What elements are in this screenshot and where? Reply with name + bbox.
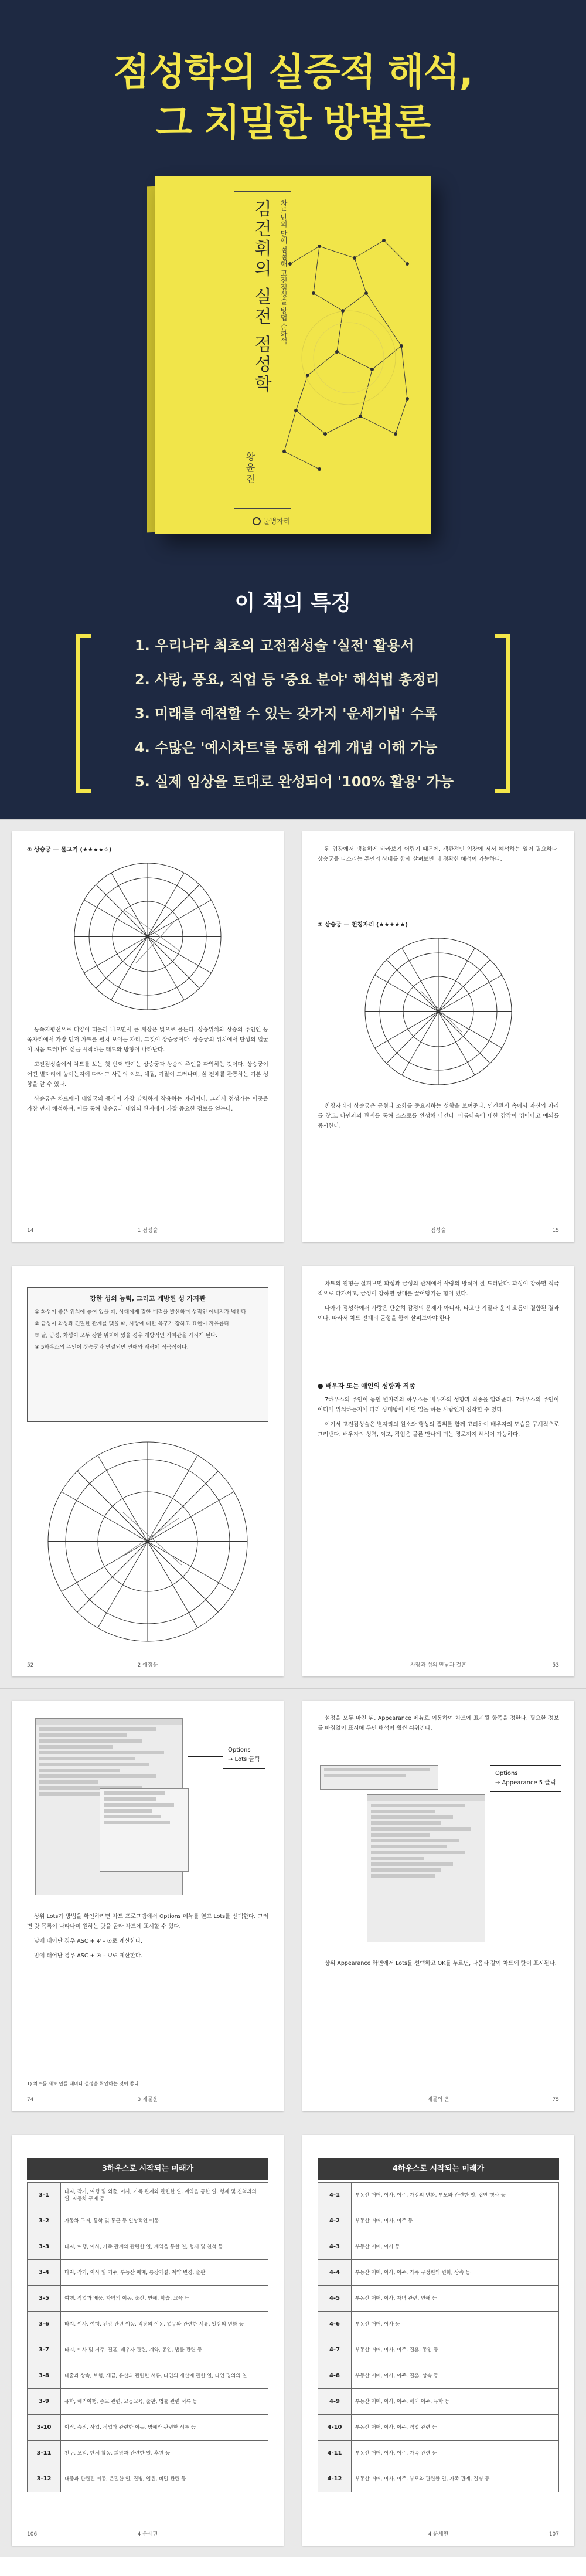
- info-box-line: ② 금성이 화성과 긴밀한 관계를 맺을 때, 사랑에 대한 욕구가 강하고 표현이 자유롭다.: [35, 1321, 231, 1327]
- row-key: 4-10: [318, 2415, 352, 2441]
- paragraph: 상승궁은 차트에서 태양궁의 중심이 가장 강력하게 작용하는 자리이다. 그래서 점성가는 이곳을 가장 먼저 해석하며, 이를 통해 상승궁과 태양의 관계에서 가장 중요한 정보를 얻는다.: [27, 1096, 268, 1112]
- table-title: 4하우스로 시작되는 미래가: [318, 2158, 559, 2180]
- row-key: 4-4: [318, 2260, 352, 2286]
- row-key: 4-6: [318, 2312, 352, 2337]
- row-key: 3-9: [28, 2389, 61, 2415]
- paragraph: 밤에 태어난 경우 ASC + ☉ – Ψ로 계산한다.: [34, 1953, 143, 1959]
- info-box-line: ④ 5하우스의 주인이 상승궁과 연결되면 연애와 쾌락에 적극적이다.: [35, 1345, 189, 1350]
- page-74: [12, 1701, 284, 2111]
- feature-item: 1. 우리나라 최초의 고전점성술 '실전' 활용서: [135, 637, 414, 654]
- book-title: 김건휘의 실전 점성학: [251, 199, 271, 395]
- row-text: 부동산 매매, 이사, 이주, 직업 관련 등: [352, 2415, 559, 2441]
- feature-item: 5. 실제 임상을 토대로 완성되어 '100% 활용' 가능: [135, 773, 454, 790]
- section-heading: ● 배우자 또는 애인의 성향과 직종: [318, 1382, 415, 1390]
- row-key: 3-11: [28, 2441, 61, 2466]
- paragraph: 차트의 원형을 살펴보면 화성과 금성의 관계에서 사랑의 방식이 잘 드러난다. 화성이 강하면 적극적으로 다가서고, 금성이 강하면 상대를 끌어당기는 힘이 있다.: [318, 1281, 559, 1297]
- body-text: [27, 1025, 268, 1119]
- callout-box: [490, 1765, 561, 1792]
- paragraph: 된 입장에서 냉철하게 바라보기 어렵기 때문에, 객관적인 입장에 서서 해석하는 일이 필요하다. 상승궁을 다스리는 주인의 상태를 함께 살펴보면 더 정확한 해석이 가능하다.: [318, 846, 559, 863]
- row-text: 타지, 작가, 여행 및 외출, 이사, 가족 관계와 관련한 일, 계약을 통한 일, 형제 및 친척과의 일, 자동차 구매 등: [61, 2183, 268, 2208]
- page-spread-1: [0, 819, 586, 1254]
- row-text: 유학, 해외여행, 종교 관련, 고등교육, 출판, 법률 관련 서류 등: [61, 2389, 268, 2415]
- row-text: 부동산 매매, 이사 등: [352, 2234, 559, 2260]
- features-list: [135, 629, 463, 799]
- bracket-right-decoration: [495, 634, 510, 793]
- info-box-title: 강한 성의 능력, 그리고 개방된 성 가지관: [90, 1295, 206, 1302]
- row-text: 친구, 모임, 단체 활동, 희망과 관련한 일, 후원 등: [61, 2441, 268, 2466]
- running-head: 재물의 운: [427, 2097, 449, 2103]
- table-row: [28, 2234, 268, 2260]
- page-spread-4: [0, 2123, 586, 2557]
- page-spread-2: [0, 1254, 586, 1688]
- book-cover-image: [155, 176, 431, 534]
- table-row: [318, 2337, 559, 2363]
- running-head: 사랑과 성의 만남과 결혼: [410, 1662, 466, 1668]
- row-key: 3-12: [28, 2466, 61, 2492]
- appearance-dialog: [367, 1794, 485, 1942]
- table-row: [318, 2466, 559, 2492]
- page-52: [12, 1266, 284, 1676]
- row-text: 타지, 이사 및 거주, 결혼, 배우자 관련, 계약, 동업, 법률 관련 등: [61, 2337, 268, 2363]
- constellation-illustration: [272, 223, 425, 481]
- callout-text: → Lots 클릭: [228, 1756, 260, 1763]
- hero-section: [0, 0, 586, 819]
- paragraph: 7하우스의 주인이 놓인 별자리와 하우스는 배우자의 성향과 직종을 알려준다. 7하우스의 주인이 어디에 위치하는지에 따라 상대방이 어떤 일을 하는 사람인지 짐작할 수 있다.: [318, 1397, 559, 1413]
- callout-title: Options: [228, 1747, 251, 1753]
- window-titlebar: [36, 1719, 182, 1725]
- forecast-table: [318, 2182, 559, 2492]
- page-number: 53: [552, 1662, 559, 1668]
- paragraph: 상위 Lots가 방법을 확인하려면 차트 프로그램에서 Options 메뉴를 열고 Lots를 선택한다. 그러면 랏 목록이 나타나며 원하는 랏을 골라 차트에 표시할 수 있다.: [27, 1913, 268, 1930]
- page-number: 14: [27, 1228, 34, 1234]
- paragraph: 여기서 고전점성술은 별자리의 원소와 행성의 품위를 함께 고려하여 배우자의 모습을 구체적으로 그려낸다. 배우자의 성격, 외모, 직업은 물론 만나게 되는 경로까지 해석이 가능하다.: [318, 1421, 559, 1438]
- row-text: 부동산 매매, 이사, 이주 등: [352, 2208, 559, 2234]
- row-key: 3-7: [28, 2337, 61, 2363]
- row-key: 4-5: [318, 2286, 352, 2312]
- page-14: [12, 831, 284, 1242]
- window-titlebar: [367, 1795, 485, 1801]
- row-key: 4-7: [318, 2337, 352, 2363]
- paragraph: 낮에 태어난 경우 ASC + Ψ – ☉로 계산한다.: [34, 1938, 143, 1944]
- table-title: 3하우스로 시작되는 미래가: [27, 2158, 268, 2180]
- row-text: 대출과 상속, 보험, 세금, 유산과 관련한 서류, 타인의 재산에 관한 일, 타인 명의의 일: [61, 2363, 268, 2389]
- row-text: 부동산 매매, 이사, 이주, 결혼, 동업 등: [352, 2337, 559, 2363]
- book-subtitle: 차트만의 만에 점점해 고전점성술 방법 순화석: [280, 199, 288, 345]
- section-heading: ① 상승궁 — 물고기 (★★★★☆): [27, 847, 112, 853]
- row-text: 부동산 매매, 이사, 이주, 가정의 변화, 부모와 관련한 일, 집안 행사 등: [352, 2183, 559, 2208]
- body-text: [318, 1713, 559, 1738]
- hero-title-line1: 점성학의 실증적 해석,: [113, 51, 473, 94]
- paragraph: 고전점성술에서 차트를 보는 첫 번째 단계는 상승궁과 상승의 주인을 파악하는 것이다. 상승궁이 어떤 별자리에 놓이는지에 따라 그 사람의 외모, 체질, 기질이 드러나며, 삶 전체를 관통하는 기본 성향을 알 수 있다.: [27, 1061, 268, 1088]
- paragraph: 나아가 점성학에서 사랑은 단순히 감정의 문제가 아니라, 타고난 기질과 운의 흐름이 결합된 결과이다. 따라서 차트 전체의 균형을 함께 살펴보아야 한다.: [318, 1305, 559, 1322]
- page-15: [302, 831, 574, 1242]
- info-box-line: ③ 달, 금성, 화성이 모두 강한 위치에 있을 경우 개방적인 가치관을 가지게 된다.: [35, 1333, 217, 1339]
- page-106: [12, 2135, 284, 2546]
- page-number: 106: [27, 2531, 38, 2537]
- row-text: 타지, 여행, 이사, 가족 관계와 관련한 일, 계약을 통한 일, 형제 및 친척 등: [61, 2234, 268, 2260]
- page-107: [302, 2135, 574, 2546]
- running-head: 4 운세편: [137, 2531, 158, 2537]
- callout-title: Options: [495, 1770, 518, 1777]
- paragraph: 설정을 모두 마친 뒤, Appearance 메뉴로 이동하여 차트에 표시될 항목을 정한다. 필요한 정보를 빠짐없이 표시해 두면 해석이 훨씬 쉬워진다.: [318, 1715, 559, 1732]
- callout-arrow: [188, 1756, 223, 1757]
- table-row: [28, 2337, 268, 2363]
- page-number: 52: [27, 1662, 34, 1668]
- row-key: 4-8: [318, 2363, 352, 2389]
- table-row: [318, 2415, 559, 2441]
- row-text: 대중과 관련된 이동, 은밀한 일, 질병, 입원, 비밀 관련 등: [61, 2466, 268, 2492]
- software-menubar: [320, 1765, 438, 1790]
- row-key: 3-10: [28, 2415, 61, 2441]
- page-number: 75: [552, 2097, 559, 2103]
- body-text: [318, 1395, 559, 1444]
- callout-box: [223, 1742, 265, 1769]
- row-text: 부동산 매매, 이사, 이주, 가족 구성원의 변화, 상속 등: [352, 2260, 559, 2286]
- row-key: 4-12: [318, 2466, 352, 2492]
- publisher-logo-icon: [253, 517, 261, 525]
- row-key: 3-6: [28, 2312, 61, 2337]
- feature-item: 3. 미래를 예견할 수 있는 갖가지 '운세기법' 수록: [135, 705, 438, 722]
- body-text: [318, 1959, 559, 1973]
- row-key: 4-9: [318, 2389, 352, 2415]
- page-number: 15: [552, 1228, 559, 1234]
- table-row: [28, 2286, 268, 2312]
- page-number: 74: [27, 2097, 34, 2103]
- body-text: [318, 844, 559, 869]
- book-publisher: [253, 516, 290, 526]
- row-key: 4-3: [318, 2234, 352, 2260]
- info-box: [27, 1287, 268, 1422]
- feature-item: 4. 수많은 '예시차트'를 통해 쉽게 개념 이해 가능: [135, 739, 438, 756]
- row-text: 이직, 승진, 사업, 직업과 관련한 이동, 명예와 관련한 서류 등: [61, 2415, 268, 2441]
- body-text: [27, 1912, 268, 1966]
- row-key: 4-11: [318, 2441, 352, 2466]
- table-row: [28, 2260, 268, 2286]
- table-row: [318, 2286, 559, 2312]
- table-row: [318, 2183, 559, 2208]
- row-text: 여행, 작업과 배움, 자녀의 이동, 출산, 연애, 학습, 교육 등: [61, 2286, 268, 2312]
- feature-item: 2. 사랑, 풍요, 직업 등 '중요 분야' 해석법 총정리: [135, 671, 440, 688]
- paragraph: 상위 Appearance 화면에서 Lots를 선택하고 OK를 누르면, 다음과 같이 차트에 랏이 표시된다.: [325, 1960, 557, 1967]
- row-key: 4-2: [318, 2208, 352, 2234]
- body-text: [318, 1101, 559, 1136]
- body-text: [318, 1279, 559, 1328]
- page-spread-3: [0, 1688, 586, 2123]
- table-row: [318, 2208, 559, 2234]
- table-row: [318, 2234, 559, 2260]
- running-head: 4 운세편: [428, 2531, 449, 2537]
- table-row: [318, 2260, 559, 2286]
- row-key: 4-1: [318, 2183, 352, 2208]
- table-row: [28, 2183, 268, 2208]
- row-text: 부동산 매매, 이사, 이주, 결혼, 상속 등: [352, 2363, 559, 2389]
- section-heading: ② 상승궁 — 천칭자리 (★★★★★): [318, 922, 408, 928]
- table-row: [28, 2312, 268, 2337]
- page-number: 107: [548, 2531, 559, 2537]
- table-row: [28, 2389, 268, 2415]
- table-row: [28, 2466, 268, 2492]
- row-key: 3-4: [28, 2260, 61, 2286]
- row-text: 자동차 구매, 통학 및 통근 등 일상적인 이동: [61, 2208, 268, 2234]
- table-row: [28, 2415, 268, 2441]
- row-text: 부동산 매매, 이사, 자녀 관련, 연애 등: [352, 2286, 559, 2312]
- book-cover: [155, 176, 431, 534]
- horoscope-chart-wheel: [339, 932, 538, 1091]
- forecast-table: [27, 2182, 268, 2492]
- row-text: 부동산 매매, 이사, 이주, 해외 이주, 유학 등: [352, 2389, 559, 2415]
- running-head: 1 점성술: [137, 1228, 158, 1234]
- row-key: 3-1: [28, 2183, 61, 2208]
- table-row: [318, 2441, 559, 2466]
- footnote: 1) 차트를 새로 만들 때마다 설정을 확인하는 것이 좋다.: [27, 2076, 268, 2089]
- row-text: 부동산 매매, 이사 등: [352, 2312, 559, 2337]
- page-53: [302, 1266, 574, 1676]
- table-row: [28, 2363, 268, 2389]
- horoscope-chart-wheel: [41, 1436, 254, 1647]
- running-head: 점성술: [430, 1228, 447, 1234]
- hero-title-line2: 그 치밀한 방법론: [155, 101, 431, 145]
- table-row: [318, 2312, 559, 2337]
- row-key: 3-8: [28, 2363, 61, 2389]
- publisher-name: 물병자리: [263, 517, 291, 525]
- software-dropdown-menu: [100, 1788, 189, 1872]
- row-text: 부동산 매매, 이사, 이주, 부모와 관련한 일, 가족 관계, 질병 등: [352, 2466, 559, 2492]
- row-text: 타지, 이사, 여행, 건강 관련 이동, 직장의 이동, 업무와 관련한 서류, 일상의 변화 등: [61, 2312, 268, 2337]
- table-row: [318, 2363, 559, 2389]
- table-row: [318, 2389, 559, 2415]
- horoscope-chart-wheel: [48, 857, 247, 1016]
- table-row: [28, 2441, 268, 2466]
- row-key: 3-5: [28, 2286, 61, 2312]
- row-key: 3-2: [28, 2208, 61, 2234]
- page-75: [302, 1701, 574, 2111]
- paragraph: 동쪽지평선으로 태양이 떠올라 나오면서 큰 세상은 빛으로 물든다. 상승위치와 상승의 주인인 동쪽자리에서 가장 먼저 차트를 펼쳐 보이는 자리, 그것이 상승궁이다. 상승궁의 위치에서 탄생의 얼굴이 처음 드러나며 삶을 시작하는 태도와 방향이 나타난다.: [27, 1027, 268, 1053]
- row-text: 부동산 매매, 이사, 이주, 가족 관련 등: [352, 2441, 559, 2466]
- bracket-left-decoration: [76, 634, 91, 793]
- info-box-line: ① 화성이 좋은 위치에 놓여 있을 때, 상대에게 강한 매력을 발산하며 성적인 에너지가 넘친다.: [35, 1309, 248, 1315]
- table-row: [28, 2208, 268, 2234]
- running-head: 3 재물운: [137, 2097, 158, 2103]
- row-text: 타지, 작가, 이사 및 거주, 부동산 매매, 통장개설, 계약 변경, 출판: [61, 2260, 268, 2286]
- row-key: 3-3: [28, 2234, 61, 2260]
- paragraph: 천칭자리의 상승궁은 균형과 조화를 중요시하는 성향을 보여준다. 인간관계 속에서 자신의 자리를 찾고, 타인과의 관계를 통해 스스로를 완성해 나간다. 아름다움에 대한 감각이 뛰어나고 예의를 중시한다.: [318, 1103, 559, 1129]
- running-head: 2 애정운: [137, 1662, 158, 1668]
- callout-text: → Appearance 5 클릭: [495, 1780, 556, 1786]
- book-author: 황윤진: [244, 452, 255, 485]
- features-heading: 이 책의 특징: [234, 591, 352, 615]
